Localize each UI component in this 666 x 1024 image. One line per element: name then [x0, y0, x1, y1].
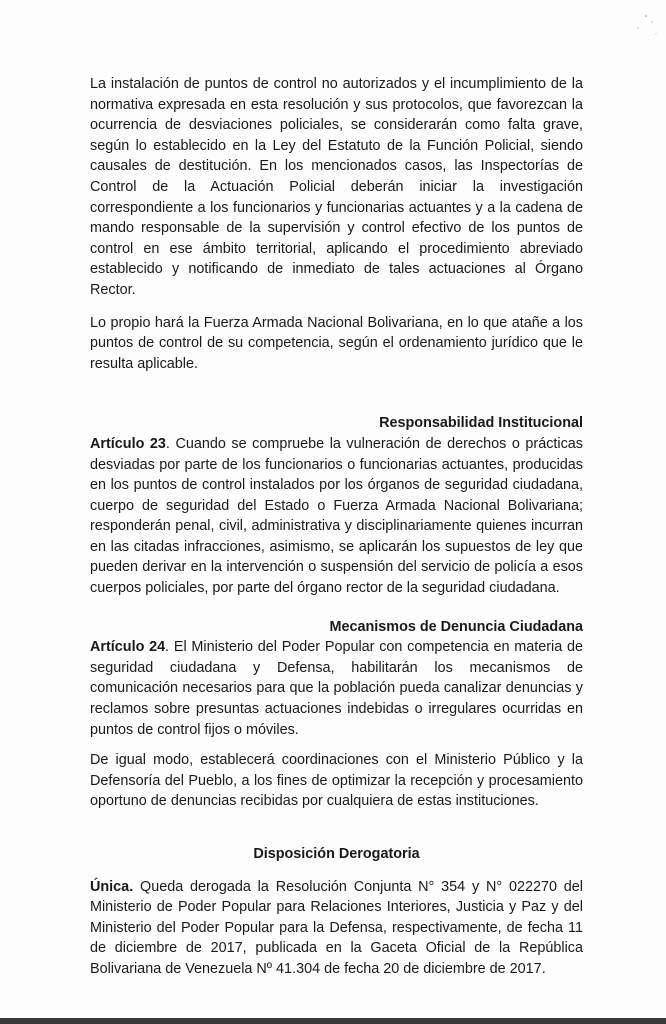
document-body — [90, 74, 583, 980]
heading-mecanismos: Mecanismos de Denuncia Ciudadana — [329, 618, 583, 635]
article-24-text: . El Ministerio del Poder Popular con competencia en materia de seguridad ciudadana y Defensa, habilitarán los mecanismos de comunicación necesarios para que la población pueda canalizar denuncias y reclamos sobre presuntas actuaciones indebidas o irregulares ocurridas en puntos de control fijos o móviles. — [90, 639, 583, 738]
article-24-label: Artículo 24 — [90, 639, 166, 656]
article-23 — [90, 434, 583, 599]
heading-disposicion: Disposición Derogatoria — [253, 846, 420, 862]
disposicion-label: Única. — [90, 878, 134, 895]
scan-speckle — [598, 10, 658, 50]
disposicion-text: Queda derogada la Resolución Conjunta N° 354 y N° 022270 del Ministerio de Poder Popular para Relaciones Interiores, Justicia y Paz y del Ministerio del Poder Popular para la Defensa, respectivamente, de fecha 11 de diciembre de 2017, publicada en la Gaceta Oficial de la República Bolivariana de Venezuela Nº 41.304 de fecha 20 de diciembre de 2017. — [90, 878, 583, 977]
article-24 — [90, 637, 583, 740]
paragraph-fanb: Lo propio hará la Fuerza Armada Nacional Bolivariana, en lo que atañe a los puntos de control de su competencia, según el ordenamiento jurídico que le resulta aplicable. — [90, 314, 583, 372]
scan-bottom-edge — [0, 1018, 666, 1024]
paragraph-control-points: La instalación de puntos de control no autorizados y el incumplimiento de la normativa expresada en esta resolución y sus protocolos, que favorezcan la ocurrencia de desviaciones policiales, se considerarán como falta grave, según lo establecido en la Ley del Estatuto de la Función Policial, siendo causales de destitución. En los mencionados casos, las Inspectorías de Control de la Actuación Policial deberán iniciar la investigación correspondiente a los funcionarios y funcionarias actuantes y a la cadena de mando responsable de la supervisión y control efectivo de los puntos de control en ese ámbito territorial, aplicando el procedimiento abreviado establecido y notificando de inmediato de tales actuaciones al Órgano Rector. — [90, 76, 583, 298]
article-23-text: . Cuando se compruebe la vulneración de derechos o prácticas desviadas por parte de los funcionarios o funcionarias actuantes, producidas en los puntos de control instalados por los órganos de seguridad ciudadana, cuerpo de seguridad del Estado o Fuerza Armada Nacional Bolivariana; responderán penal, civil, administrativa y disciplinariamente quienes incurran en las citadas infracciones, asimismo, se aplicarán los supuestos de ley que pueden derivar en la intervención o suspensión del servicio de policía a esos cuerpos policiales, por parte del órgano rector de la seguridad ciudadana. — [90, 435, 583, 597]
heading-responsabilidad: Responsabilidad Institucional — [379, 415, 583, 432]
disposicion-unica — [90, 877, 583, 980]
article-23-label: Artículo 23 — [90, 435, 166, 452]
article-24-paragraph-2: De igual modo, establecerá coordinaciones con el Ministerio Público y la Defensoría del Pueblo, a los fines de optimizar la recepción y procesamiento oportuno de denuncias recibidas por cualquiera de estas instituciones. — [90, 752, 583, 810]
